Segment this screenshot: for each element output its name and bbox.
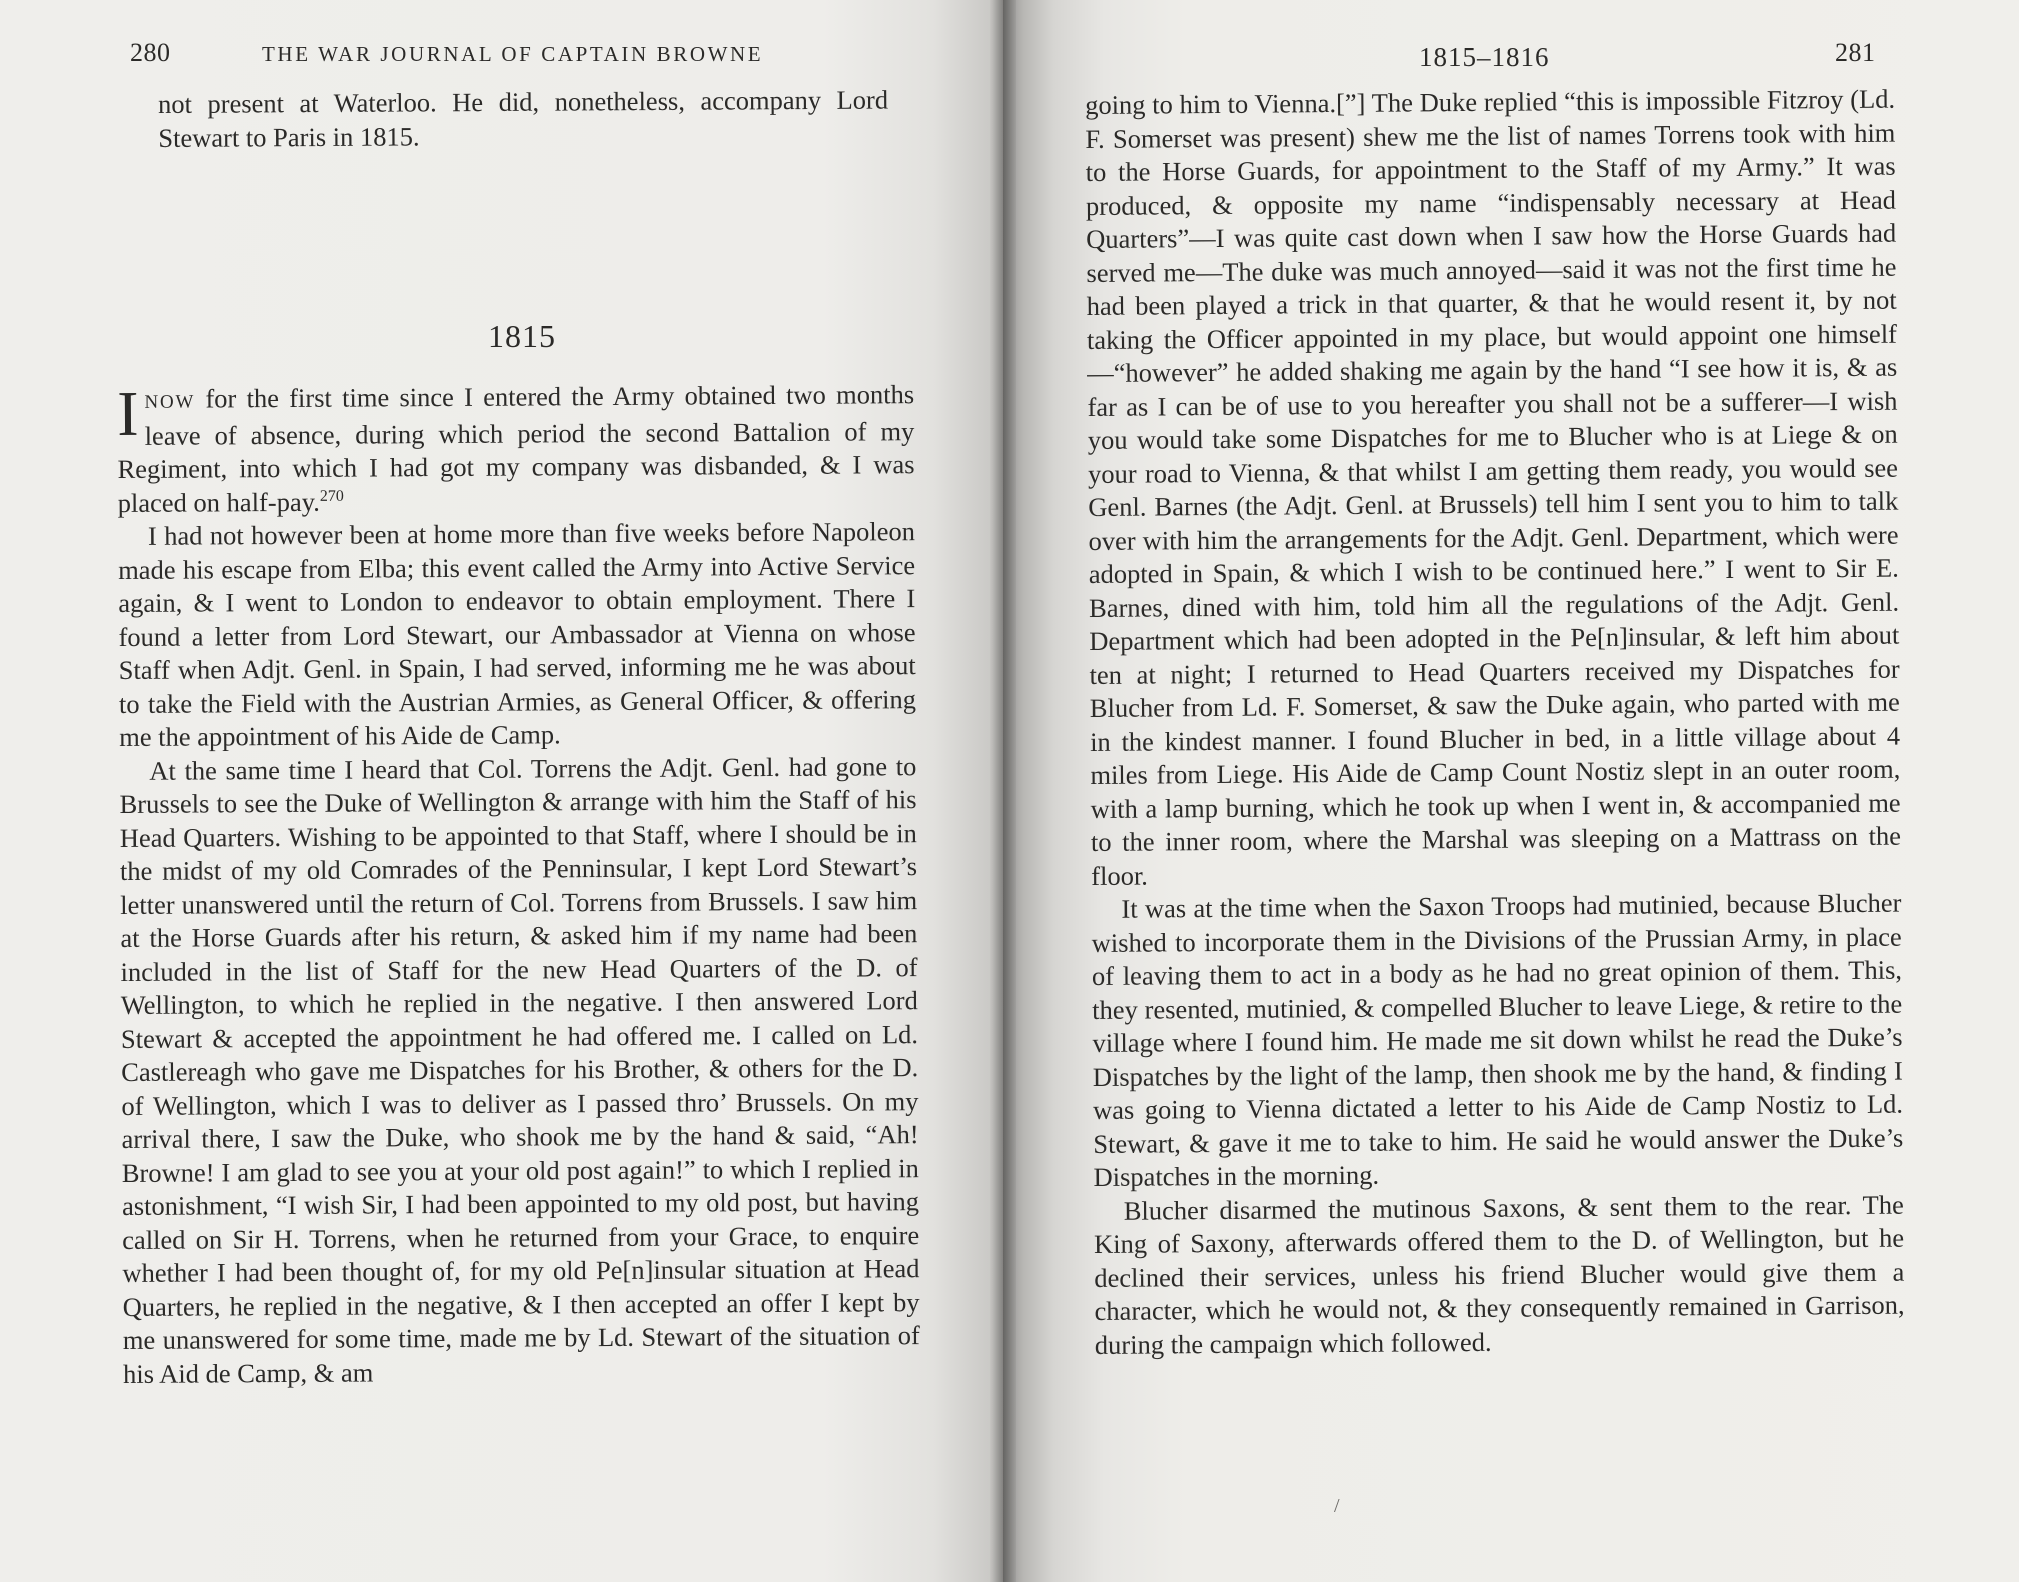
book-gutter-shadow	[990, 0, 1016, 1582]
note-text: not present at Waterloo. He did, nonetheless, accompany Lord Stewart to Paris in 1815.	[158, 84, 889, 153]
paragraph: At the same time I heard that Col. Torrens the Adjt. Genl. had gone to Brussels to see the Duke of Wellington & arrange with him the Staff of his Head Quarters. Wishing to be appointed to that Staff, where I should be in the midst of my old Comrades of the Penninsular, I kept Lord Stewart’s letter unanswered until the return of Col. Torrens from Brussels. I saw him at the Horse Guards after his return, & asked him if my name had been included in the list of Staff for the new Head Quarters of the D. of Wellington, to which he replied in the negative. I then answered Lord Stewart & accepted the appointment he had offered me. I called on Ld. Castlereagh who gave me Dispatches for his Brother, & others for the D. of Wellington, which I was to deliver as I passed thro’ Brussels. On my arrival there, I saw the Duke, who shook me by the hand & said, “Ah! Browne! I am glad to see you at your old post again!” to which I replied in astonishment, “I wish Sir, I had been appointed to my old post, but having called on Sir H. Torrens, when he returned from your Grace, to enquire whether I had been thought of, for my old Pe[n]insular situation at Head Quarters, he replied in the negative, & I then accepted an offer I kept by me unanswered for some time, made me by Ld. Stewart of the situation of his Aid de Camp, & am	[119, 750, 920, 1389]
left-body-text	[117, 378, 920, 1391]
right-page-number: 281	[1835, 38, 1876, 67]
year-heading: 1815	[488, 318, 556, 354]
paragraph: Blucher disarmed the mutinous Saxons, & sent them to the rear. The King of Saxony, afterwards offered them to the D. of Wellington, but he declined their services, unless his friend Blucher would give them a character, which he would not, & they consequently remained in Garrison, during the campaign which followed.	[1093, 1189, 1905, 1360]
left-running-head: THE WAR JOURNAL OF CAPTAIN BROWNE	[262, 42, 764, 66]
continuation-paragraph: going to him to Vienna.[”] The Duke replied “this is impossible Fitzroy (Ld. F. Somerset was present) shew me the list of names Torrens took with him to the Horse Guards, for appointment to the Staff of my Army.” It was produced, & opposite my name “indispensably necessary at Head Quarters”—I was quite cast down when I saw how the Horse Guards had served me—The duke was much annoyed—said it was not the first time he had been played a trick in that quarter, & that he would resent it, by not taking the Officer appointed in my place, but would appoint one himself—“however” he added shaking me again by the hand “I see how it is, & as far as I can be of use to you hereafter you shall not be a sufferer—I wish you would take some Dispatches for me to Blucher who is at Liege & on your road to Vienna, & that whilst I am getting them ready, you would see Genl. Barnes (the Adjt. Genl. at Brussels) tell him I sent you to him to talk over with him the arrangements for the Adjt. Genl. Department, which were adopted in Spain, & which I wish to be continued here.” I went to Sir E. Barnes, dined with him, told him all the regulations of the Adjt. Genl. Department which had been adopted in the Pe[n]insular, & left him about ten at night; I returned to Head Quarters received my Dispatches for Blucher from Ld. F. Somerset, & saw the Duke again, who parted with me in the kindest manner. I found Blucher in bed, in a little village about 4 miles from Liege. His Aide de Camp Count Nostiz slept in an outer room, with a lamp burning, which he took up when I went in, & accompanied me to the inner room, where the Marshal was sleeping on a Mattrass on the floor.	[1085, 83, 1902, 891]
paragraph: It was at the time when the Saxon Troops had mutinied, because Blucher wished to incorporate them in the Divisions of the Prussian Army, in place of leaving them to act in a body as he had no great opinion of them. This, they resented, mutinied, & compelled Blucher to leave Liege, & retire to the village where I found him. He made me sit down whilst he read the Duke’s Dispatches by the light of the lamp, then shook me by the hand, & finding I was going to Vienna dictated a letter to his Aide de Camp Nostiz to Ld. Stewart, & gave it me to take to him. He said he would answer the Duke’s Dispatches in the morning.	[1091, 887, 1904, 1192]
left-page	[0, 0, 1003, 1582]
stray-mark: /	[1334, 1495, 1340, 1517]
footnote-continuation	[158, 84, 888, 155]
left-page-number: 280	[130, 38, 171, 67]
right-body-text	[1085, 83, 1905, 1362]
right-page	[1003, 0, 2019, 1582]
footnote-ref: 270	[319, 487, 344, 505]
right-running-head: 1815–1816	[1419, 42, 1550, 72]
opening-paragraph	[117, 378, 915, 520]
opening-paragraph-text: for the first time since I entered the Army obtained two months leave of absence, during which period the second Battalion of my Regiment, into which I had got my company was disbanded, & I was placed on half-pay.	[117, 379, 915, 518]
paragraph: I had not however been at home more than five weeks before Napoleon made his escape from Elba; this event called the Army into Active Service again, & I went to London to endeavor to obtain employment. There I found a letter from Lord Stewart, our Ambassador at Vienna on whose Staff when Adjt. Genl. in Spain, I had served, informing me he was about to take the Field with the Austrian Armies, as General Officer, & offering me the appointment of his Aide de Camp.	[118, 516, 917, 752]
drop-cap: I	[116, 377, 139, 449]
small-caps-lead: NOW	[144, 391, 196, 413]
